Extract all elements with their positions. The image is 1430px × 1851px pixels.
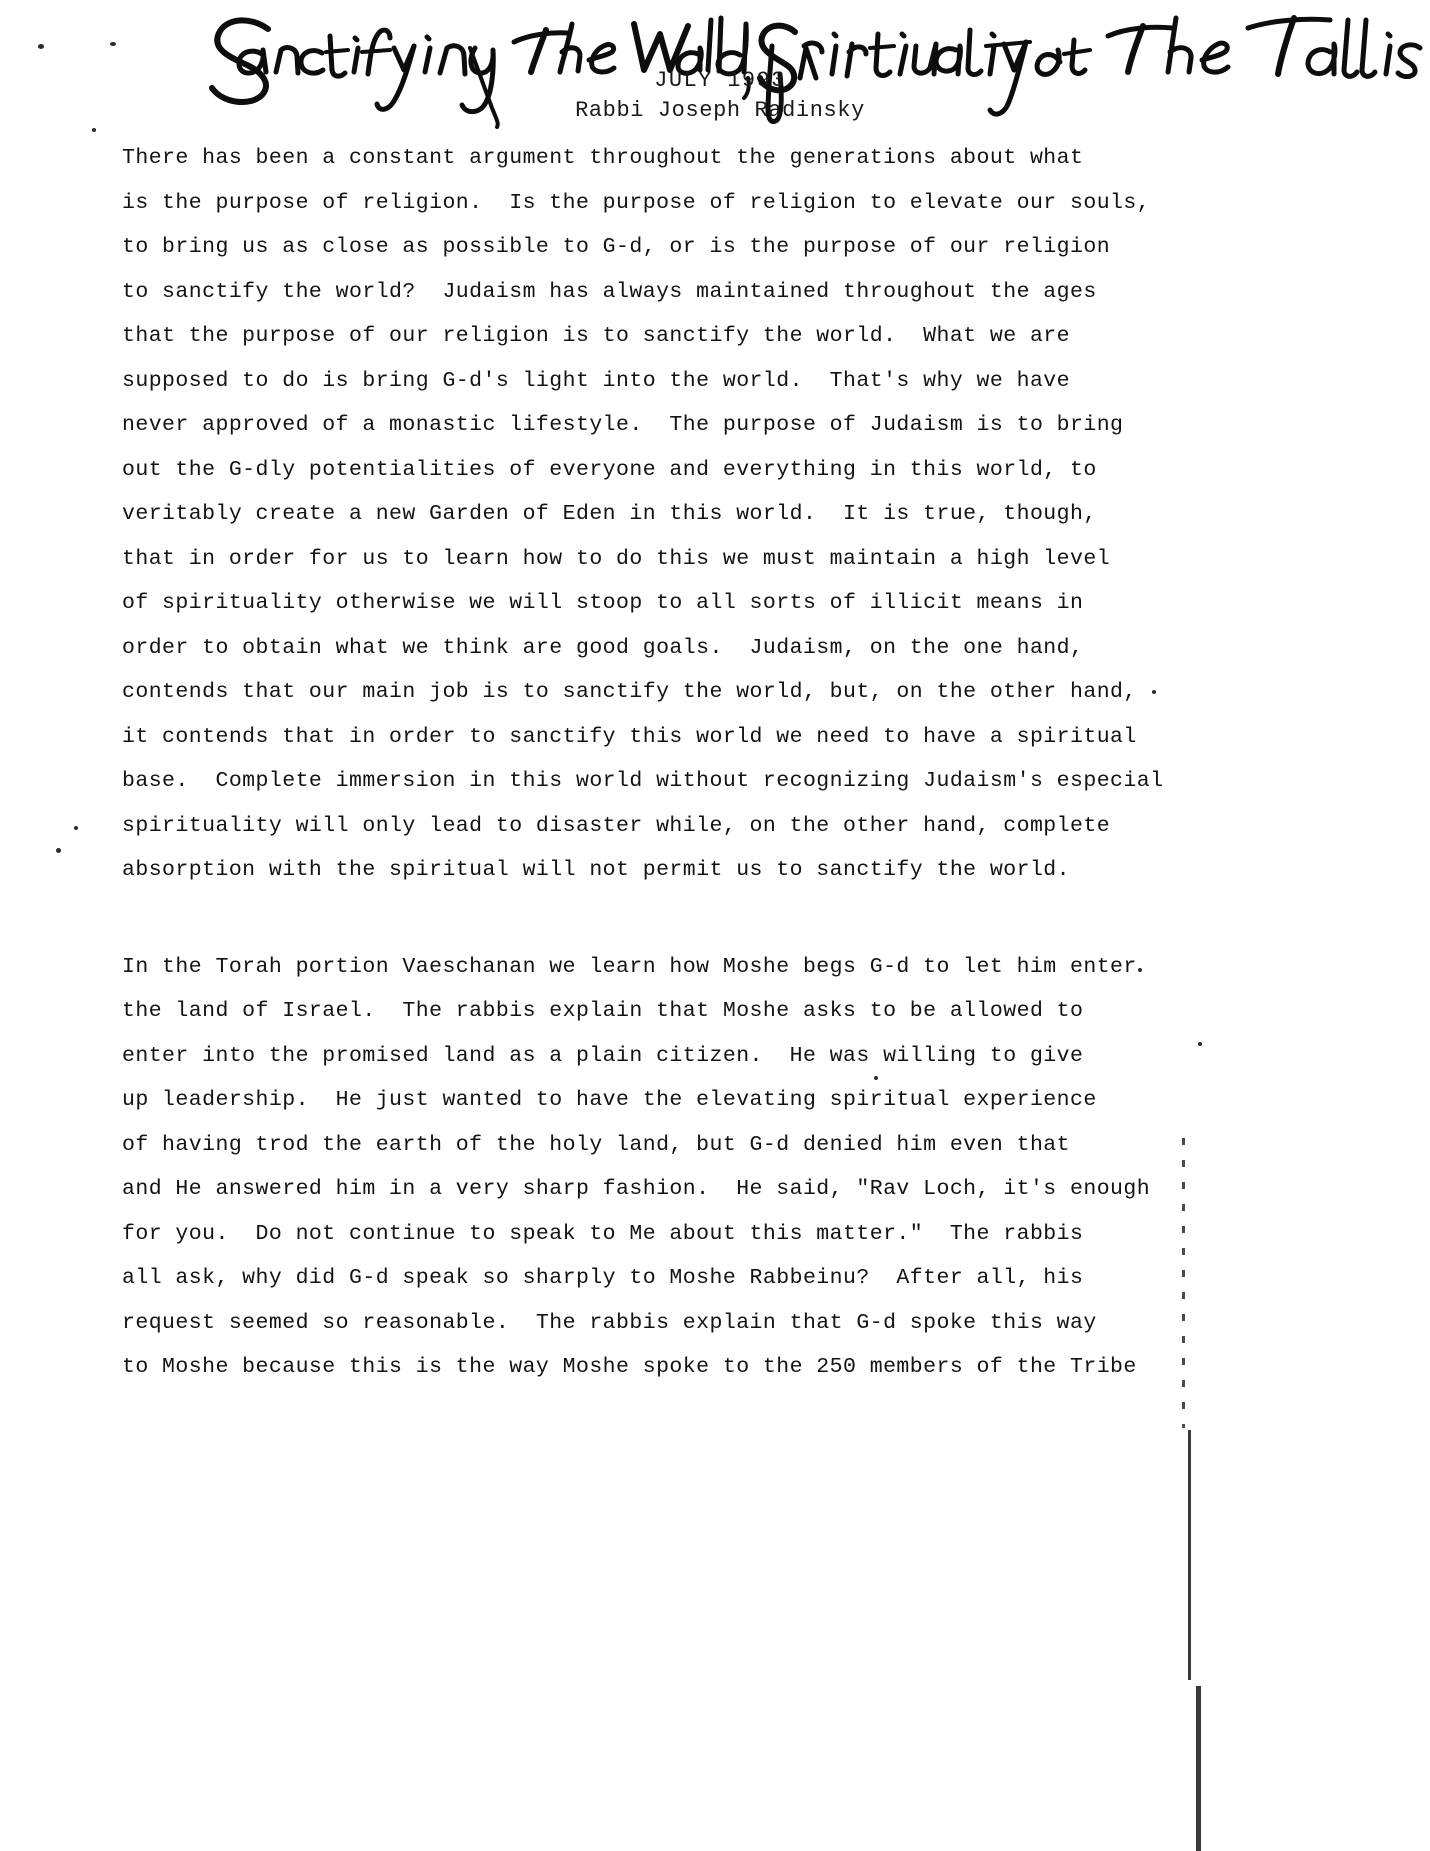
scan-speck bbox=[74, 826, 78, 830]
scan-edge-artifact bbox=[1196, 1686, 1201, 1851]
scan-speck bbox=[1198, 1042, 1202, 1046]
text-line: In the Torah portion Vaeschanan we learn how Moshe begs G-d to let him enter bbox=[122, 954, 1137, 979]
scan-speck bbox=[110, 42, 116, 46]
paragraph-1 bbox=[122, 136, 1282, 893]
scan-edge-artifact bbox=[1182, 1138, 1185, 1428]
scan-speck bbox=[1138, 968, 1142, 972]
scan-speck bbox=[874, 1076, 878, 1080]
text-line: spirituality will only lead to disaster while, on the other hand, complete bbox=[122, 813, 1111, 838]
paragraph-2 bbox=[122, 945, 1282, 1390]
text-line: and He answered him in a very sharp fashion. He said, "Rav Loch, it's enough bbox=[122, 1177, 1151, 1201]
text-line: that in order for us to learn how to do this we must maintain a high level bbox=[122, 546, 1111, 571]
text-line: out the G-dly potentialities of everyone and everything in this world, to bbox=[122, 457, 1097, 482]
text-line: of having trod the earth of the holy land, but G-d denied him even that bbox=[122, 1132, 1070, 1157]
document-body bbox=[122, 136, 1282, 1390]
text-line: absorption with the spiritual will not permit us to sanctify the world. bbox=[122, 858, 1070, 882]
text-line: request seemed so reasonable. The rabbis explain that G-d spoke this way bbox=[122, 1310, 1097, 1335]
text-line: enter into the promised land as a plain citizen. He was willing to give bbox=[122, 1043, 1084, 1068]
text-line: There has been a constant argument throughout the generations about what bbox=[122, 146, 1084, 170]
scan-edge-artifact bbox=[1188, 1430, 1191, 1680]
text-line: base. Complete immersion in this world without recognizing Judaism's especial bbox=[122, 769, 1164, 793]
text-line: to bring us as close as possible to G-d, or is the purpose of our religion bbox=[122, 235, 1111, 259]
text-line: veritably create a new Garden of Eden in this world. It is true, though, bbox=[122, 502, 1097, 526]
text-line: order to obtain what we think are good goals. Judaism, on the one hand, bbox=[122, 635, 1084, 660]
document-date: JULY 1993 bbox=[654, 68, 786, 93]
text-line: the land of Israel. The rabbis explain that Moshe asks to be allowed to bbox=[122, 999, 1084, 1023]
text-line: to Moshe because this is the way Moshe spoke to the 250 members of the Tribe bbox=[122, 1355, 1137, 1379]
text-line: of spirituality otherwise we will stoop to all sorts of illicit means in bbox=[122, 591, 1084, 615]
scan-speck bbox=[38, 44, 44, 49]
text-line: it contends that in order to sanctify this world we need to have a spiritual bbox=[122, 724, 1137, 749]
scan-speck bbox=[56, 848, 61, 853]
document-author: Rabbi Joseph Radinsky bbox=[575, 98, 865, 123]
scan-speck bbox=[1152, 690, 1156, 694]
document-header bbox=[0, 66, 1430, 126]
text-line: for you. Do not continue to speak to Me about this matter." The rabbis bbox=[122, 1221, 1084, 1246]
text-line: supposed to do is bring G-d's light into the world. That's why we have bbox=[122, 368, 1070, 393]
text-line: that the purpose of our religion is to sanctify the world. What we are bbox=[122, 324, 1070, 348]
text-line: to sanctify the world? Judaism has always maintained throughout the ages bbox=[122, 279, 1097, 304]
text-line: never approved of a monastic lifestyle. The purpose of Judaism is to bring bbox=[122, 413, 1124, 437]
text-line: all ask, why did G-d speak so sharply to Moshe Rabbeinu? After all, his bbox=[122, 1266, 1084, 1290]
text-line: up leadership. He just wanted to have the elevating spiritual experience bbox=[122, 1088, 1097, 1112]
scan-speck bbox=[92, 128, 96, 132]
text-line: contends that our main job is to sanctify the world, but, on the other hand, bbox=[122, 680, 1137, 704]
text-line: is the purpose of religion. Is the purpose of religion to elevate our souls, bbox=[122, 190, 1151, 215]
